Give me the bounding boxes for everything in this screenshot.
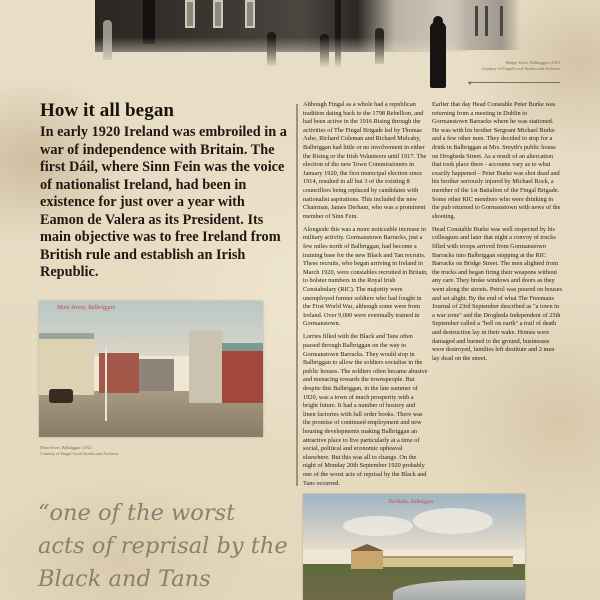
top-archival-photo: [95, 0, 470, 68]
postcard-cloud: [413, 508, 493, 534]
photo-window: [500, 6, 503, 36]
postcard-the-baths: [303, 494, 525, 600]
photo-window: [485, 6, 488, 36]
caption-line-2: Courtesy of Fingal Local Studies and Archives: [40, 451, 119, 456]
body-column-right: [432, 101, 562, 368]
postcard-building: [139, 359, 174, 391]
postcard-horse-cart: [49, 389, 73, 403]
postcard-title: The Baths, Balbriggan: [388, 500, 434, 505]
body-paragraph: Lorries filled with the Black and Tans often passed through Balbriggan on the way to Gormanstown Barracks. They would stop in Balbriggan to allow the soldiers socialise in the public houses. The soldiers often became abusive and menacing towards the townspeople. But despite this Balbriggan, in the late summer of 1920, was a town of much prosperity with a bright future. It had a number of hosiery and linen factories with full order books. There was the promise of continued employment and new housing developments making Balbriggan an attractive place to live particularly at a time of social, political and economic upheaval elsewhere. But this was all to change. On the night of Monday 20th September 1920 probably one of the worst acts of reprisal by the Black and Tans occurred.: [303, 333, 428, 487]
postcard-building: [189, 331, 223, 403]
postcard-cloud: [343, 516, 413, 536]
body-column-middle: [303, 101, 429, 493]
column-divider: [296, 104, 298, 486]
photo-figure: [320, 34, 329, 68]
caption-line-2: Courtesy of Fingal Local Studies and Archives: [481, 66, 560, 71]
section-heading: How it all began: [40, 100, 175, 121]
postcard-bath-house: [351, 551, 383, 569]
photo-window: [245, 0, 255, 28]
body-paragraph: Head Constable Burke was well respected by his colleagues and later that night a convoy of trucks filled with troops arrived from Gormanstown Barracks into Balbriggan stopping at the RIC Barracks on Bridge Street. The men alighted from the trucks and began firing their weapons without any care. They broke windows and doors as they went along the streets. Petrol was poured on houses and set alight. By the end of what The Freemans Journal of 23rd September described as "a town in a war zone" and the Drogheda Independent of 25th September called a "hell on earth" a trail of death and destruction lay in their wake. Homes were damaged and burned to the ground, businesses were destroyed, families left destitute and 2 men lay dead on the street.: [432, 225, 562, 362]
photo-window: [213, 0, 223, 28]
photo-door: [143, 0, 155, 44]
postcard-main-street: [39, 301, 263, 437]
body-paragraph: Earlier that day Head Constable Peter Burke was returning from a meeting in Dublin to Gormanstown Barracks where he was stationed. He was with his brother Sergeant Michael Burke and a few other men. They decided to stop for a drink in Balbriggan at Mrs. Smyth's public house on Drogheda Street. As a result of an altercation that took place there - accounts vary as to what exactly happened – Peter Burke was shot dead and his brother seriously injured by Michael Rock, a member of the 1st Battalion of the Fingal Brigade. Some other RIC members who were drinking in the pub returned to Gormanstown with news of the shooting.: [432, 101, 561, 220]
photo-window: [185, 0, 195, 28]
top-photo-caption: [450, 60, 560, 72]
postcard-building: [39, 333, 94, 395]
top-photo-right-building: [445, 0, 520, 50]
caption-arrow-line: [468, 82, 560, 83]
photo-figure: [375, 28, 384, 64]
caption-line-1: Bridge Street, Balbriggan c1912: [505, 60, 560, 65]
photo-figure: [267, 32, 276, 66]
postcard-long-building: [383, 556, 513, 567]
photo-figure: [103, 20, 112, 60]
body-paragraph: Alongside this was a more noticeable increase in military activity. Gormanstown Barracks, just a few miles north of Balbriggan, had become a training base for the new Black and Tan recruits. These recruits, who began arriving in Ireland in March 1920, were constables recruited in Britain, to bolster numbers in the Royal Irish Constabulary (RIC). The majority were unemployed former soldiers who had fought in the First World War, although some were from Ireland. Over 9,000 were eventually trained in Gormanstown.: [303, 225, 428, 328]
postcard-building: [222, 343, 263, 403]
photo-window: [475, 6, 478, 36]
postcard-lamp-post: [105, 347, 107, 421]
caption-line-1: Main Street, Balbriggan c1912: [40, 445, 92, 450]
postcard-main-street-caption: [40, 445, 160, 457]
body-paragraph: Although Fingal as a whole had a republican tradition dating back to the 1798 Rebellion, and had been active in the 1916 Rising through the activities of The Fingal Brigade led by Thomas Ashe, Richard Coleman and Richard Mulcahy, Balbriggan had little or no involvement in either the Rising or the Irish Volunteers until 1917. The election of the new Town Commissioners in January 1920, the first municipal election since 1914, resulted in all but 3 of the existing 8 councillors being replaced by candidates with nationalist aspirations. This included the new Chairman, James Derham, who was a prominent member of Sinn Fein.: [303, 101, 427, 220]
pull-quote: “one of the worst acts of reprisal by the Black and Tans: [38, 500, 288, 592]
photo-standing-man: [430, 22, 446, 88]
postcard-title: Main Street, Balbriggan: [57, 305, 116, 311]
intro-paragraph: In early 1920 Ireland was embroiled in a war of independence with Britain. The first Dáil, where Sinn Fein was the voice of nationalist Ireland, had been in existence for just over a year with Eamon de Valera as its President. Its main objective was to free Ireland from British rule and establish an Irish Republic.: [40, 124, 287, 280]
photo-lamp-post: [335, 0, 341, 68]
